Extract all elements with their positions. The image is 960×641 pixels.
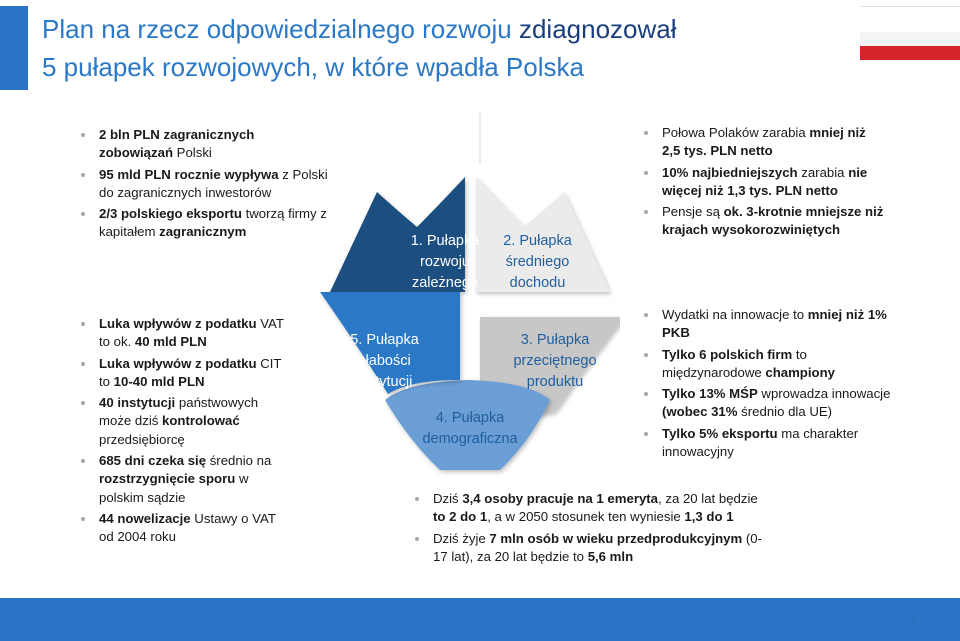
fact-text: ma charakter innowacyjny (662, 425, 859, 460)
fact-text: 5,6 mln (587, 548, 634, 564)
trap2-facts (641, 124, 886, 243)
five-traps-diagram (300, 112, 620, 497)
fact-item (78, 166, 328, 203)
fact-text: , za 20 lat będzie (658, 491, 758, 506)
fact-text: kontrolować (162, 413, 240, 429)
fact-text: ok. 3-krotnie mniejsze niż krajach wysokorozwiniętych (662, 204, 884, 238)
fact-text: (0-17 lat), za 20 lat będzie to (433, 530, 763, 564)
fact-text: 40 mld PLN (134, 334, 207, 350)
fact-text: zagranicznym (159, 224, 247, 240)
trap-5-label: 5. Pułapka słabości instytucji (350, 332, 419, 390)
trap-2-label: 2. Pułapka średniego dochodu (503, 233, 572, 291)
trap-3-label: 3. Pułapka przeciętnego produktu (513, 332, 597, 390)
fact-item (641, 203, 886, 240)
fact-text: mniej niż 2,5 tys. PLN netto (662, 125, 866, 159)
fact-text: 95 mld PLN rocznie wypływa (99, 166, 279, 182)
trap-1-label: 1. Pułapka rozwoju zależnego (410, 233, 480, 291)
trap1-facts (78, 126, 328, 245)
fact-text: tworzą firmy z kapitałem (99, 206, 327, 240)
trap5-facts (78, 315, 288, 550)
page-number: 4 (915, 613, 922, 625)
fact-item (78, 205, 328, 242)
title-line2: 5 pułapek rozwojowych, w które wpadła Polska (42, 52, 584, 82)
fact-item (78, 355, 288, 392)
fact-item (78, 510, 288, 547)
fact-text: zarabia (797, 164, 849, 180)
fact-text: Wydatki na innowacje to (662, 307, 808, 322)
fact-text: państwowych może dziś (99, 395, 259, 429)
fact-text: Tylko 6 polskich firm (662, 346, 793, 362)
footer-bar (0, 598, 960, 641)
fact-text: 7 mln osób w wieku przedprodukcyjnym (489, 530, 743, 546)
fact-text: 3,4 osoby pracuje na 1 emeryta (462, 491, 659, 506)
fact-text: CIT to (99, 355, 282, 389)
fact-text: mniej niż 1% PKB (662, 307, 887, 341)
fact-text: , a w 2050 stosunek ten wyniesie (487, 509, 685, 525)
fact-text: rozstrzygnięcie sporu (99, 471, 236, 487)
fact-item (78, 315, 288, 352)
fact-text: Tylko 13% MŚP (662, 386, 758, 402)
fact-item (641, 385, 899, 422)
fact-text: Pensje są (662, 204, 724, 220)
flag-red-stripe (860, 46, 960, 60)
fact-text: VAT to ok. (99, 316, 284, 350)
fact-item (641, 306, 899, 343)
fact-item (641, 425, 899, 462)
fact-text: 685 dni czeka się (99, 453, 207, 469)
fact-text: 40 instytucji (99, 395, 176, 411)
fact-text: przedsiębiorcę (99, 431, 185, 447)
fact-text: 44 nowelizacje (99, 510, 191, 526)
fact-text: to międzynarodowe (662, 346, 807, 380)
trap-4-label: 4. Pułapka demograficzna (422, 410, 518, 447)
flag-top-line (860, 0, 960, 7)
page-title (42, 10, 677, 86)
title-line1-accent: zdiagnozował (518, 14, 677, 44)
fact-text: z Polski do zagranicznych inwestorów (99, 166, 328, 200)
title-accent-bar (0, 6, 28, 90)
fact-text: to 2 do 1 (433, 509, 488, 525)
fact-text: wprowadza innowacje (757, 386, 891, 402)
fact-text: Ustawy o VAT od 2004 roku (99, 510, 276, 545)
fact-text: 2/3 polskiego eksportu (99, 206, 242, 222)
trap3-facts (641, 306, 899, 464)
trap4-facts (412, 490, 772, 569)
fact-text: championy (765, 364, 835, 380)
fact-text: 10% najbiedniejszych (662, 164, 798, 180)
flag-white-stripe (860, 32, 960, 46)
fact-text: Połowa Polaków zarabia (662, 125, 810, 140)
fact-text: 2 bln PLN zagranicznych zobowiązań (99, 127, 255, 161)
fact-item (641, 346, 899, 383)
title-line1-prefix: Plan na rzecz odpowiedzialnego rozwoju (42, 14, 519, 44)
fact-text: średnio na (206, 453, 272, 469)
fact-text: 1,3 do 1 (684, 509, 734, 525)
fact-text: Luka wpływów z podatku (99, 316, 257, 331)
fact-text: 10-40 mld PLN (113, 373, 205, 389)
fact-item (641, 124, 886, 161)
fact-item (78, 394, 288, 449)
fact-text: średnio dla UE) (737, 404, 833, 420)
fact-text: nie więcej niż 1,3 tys. PLN netto (662, 164, 868, 198)
fact-item (641, 164, 886, 201)
fact-text: Luka wpływów z podatku (99, 355, 257, 371)
fact-text: Dziś (433, 491, 463, 506)
fact-item (78, 452, 288, 507)
fact-item (78, 126, 328, 163)
fact-text: (wobec 31% (662, 404, 738, 420)
fact-item (412, 530, 772, 567)
fact-text: Tylko 5% eksportu (662, 425, 778, 441)
fact-text: w polskim sądzie (99, 471, 249, 505)
fact-text: Polski (173, 145, 212, 161)
fact-text: Dziś żyje (433, 530, 490, 546)
